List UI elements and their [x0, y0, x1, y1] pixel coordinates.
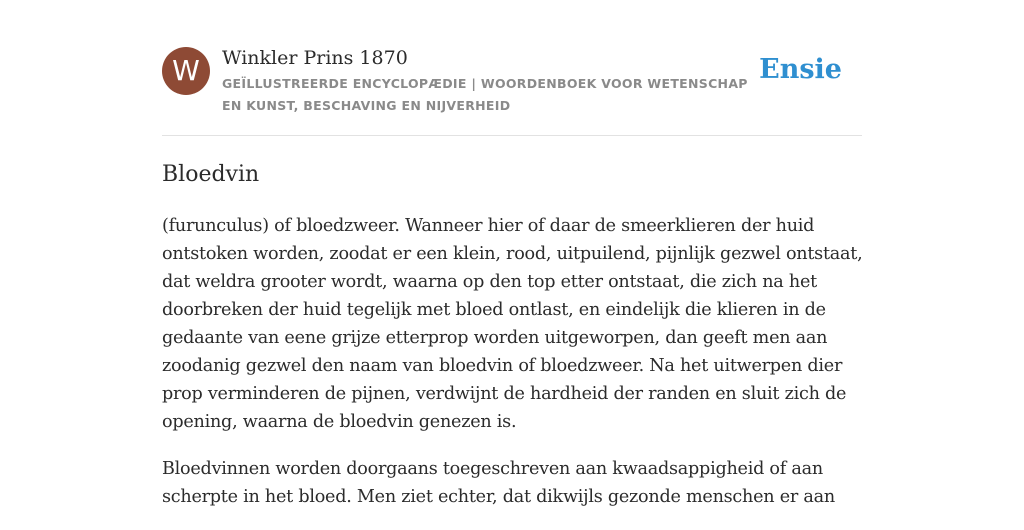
text-line: gedaante van eene grijze etterprop worden uitgeworpen, dan geeft men aan	[162, 328, 828, 348]
source-header	[162, 0, 862, 136]
text-line: zoodanig gezwel den naam van bloedvin of bloedzweer. Na het uitwerpen dier	[162, 356, 843, 376]
text-line: dat weldra grooter wordt, waarna op den top etter ontstaat, die zich na het	[162, 272, 817, 292]
text-line: prop verminderen de pijnen, verdwijnt de hardheid der randen en sluit zich de	[162, 384, 847, 404]
article-body	[162, 212, 862, 530]
text-line: doorbreken der huid tegelijk met bloed ontlast, en eindelijk die klieren in de	[162, 300, 826, 320]
source-avatar[interactable]: W	[162, 47, 210, 95]
ensie-logo-link[interactable]: Ensie	[759, 54, 842, 85]
source-subtitle: GEÏLLUSTREERDE ENCYCLOPÆDIE | WOORDENBOEK VOOR WETENSCHAP EN KUNST, BESCHAVING EN NIJVERHEID	[222, 76, 748, 113]
text-line: Bloedvinnen worden doorgaans toegeschreven aan kwaadsappigheid of aan	[162, 459, 823, 479]
page	[162, 0, 863, 507]
text-line: ontstoken worden, zoodat er een klein, rood, uitpuilend, pijnlijk gezwel ontstaat,	[162, 244, 863, 264]
text-line: scherpte in het bloed. Men ziet echter, dat dikwijls gezonde menschen er aan	[162, 487, 835, 507]
text-line: (furunculus) of bloedzweer. Wanneer hier of daar de smeerklieren der huid	[162, 216, 815, 236]
paragraph-1	[162, 212, 862, 436]
paragraph-2	[162, 455, 862, 511]
source-title-link[interactable]: Winkler Prins 1870	[222, 47, 408, 69]
text-line: opening, waarna de bloedvin genezen is.	[162, 412, 517, 432]
article-title: Bloedvin	[162, 162, 260, 187]
